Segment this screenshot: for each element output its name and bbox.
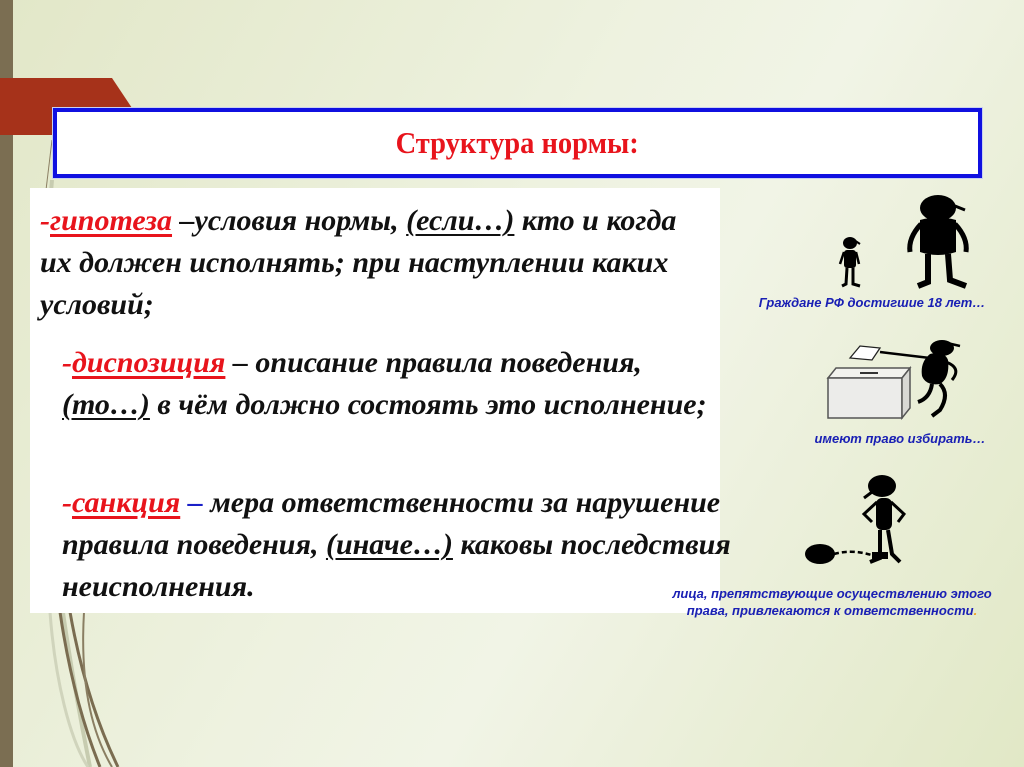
definition-text: –условия нормы, [172,204,407,237]
caption-liability-text: лица, препятствующие осуществлению этого права, привлекаются к ответственности [672,586,992,618]
prisoner-ball-chain-icon [800,470,970,580]
definition-text: в чём должно состоять это исполнение; [149,388,707,421]
term-sanction: санкция [72,486,181,519]
definition-text: кто и когда их должен исполнять; при наступлении каких условий; [40,204,677,321]
lead-dash: - [62,346,72,379]
lead-dash: - [40,204,50,237]
caption-right-to-vote: имеют право избирать… [814,431,986,446]
term-hypothesis: гипотеза [50,204,173,237]
cue-then: (то…) [62,388,150,421]
cue-if: (если…) [406,204,515,237]
two-people-icon [820,190,980,290]
caption-liability [662,585,1002,619]
blue-dash: – [180,486,203,519]
cue-otherwise: (иначе…) [325,528,453,561]
ballot-box-voter-icon [822,338,972,428]
caption-citizens: Граждане РФ достигшие 18 лет… [758,295,986,310]
definitions-box [30,188,731,613]
title-box [53,108,982,178]
caption-end-dot: . [973,603,978,618]
definition-disposition [40,342,737,426]
lead-dash: - [62,486,72,519]
definition-hypothesis [40,200,715,326]
definition-sanction [40,482,737,608]
slide-title: Структура нормы: [395,125,640,160]
definition-text: – описание правила поведения, [225,346,642,379]
definition-text: каковы последствия неисполнения. [62,528,731,603]
definition-text: мера ответственности за нарушение правила поведения, [62,486,721,561]
term-disposition: диспозиция [72,346,226,379]
